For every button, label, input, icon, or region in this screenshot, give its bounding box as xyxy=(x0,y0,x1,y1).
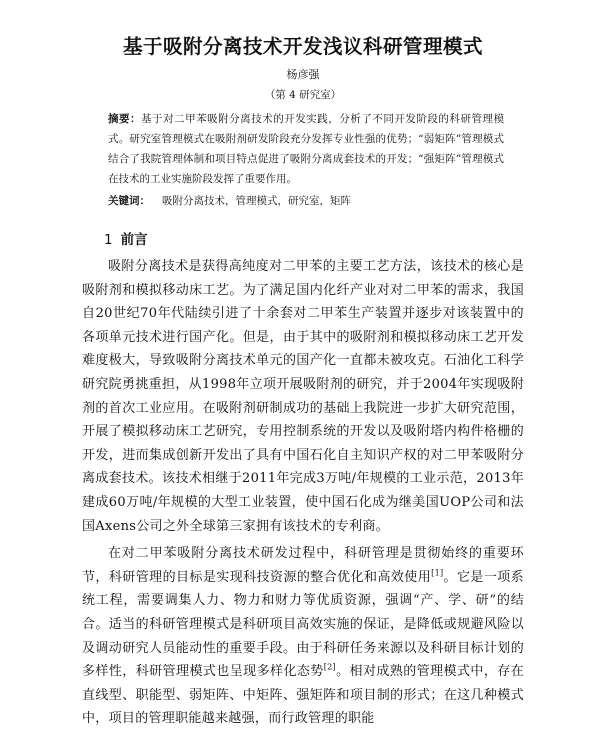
keywords-label: 关键词： xyxy=(108,195,150,207)
abstract xyxy=(108,109,504,189)
section-heading xyxy=(82,228,524,252)
paragraph-text: 在对二甲苯吸附分离技术研发过程中，科研管理是贯彻始终的重要环节，科研管理的目标是实现科技资源的整合优化和高效使用 xyxy=(82,546,524,585)
section-number: 1 xyxy=(104,232,113,248)
keywords-text: 吸附分离技术，管理模式，研究室，矩阵 xyxy=(162,195,351,207)
affiliation: （第 4 研究室） xyxy=(264,89,342,101)
paper-title: 基于吸附分离技术开发浅议科研管理模式 xyxy=(122,35,483,58)
abstract-text: 基于对二甲苯吸附分离技术的开发实践，分析了不同开发阶段的科研管理模式。研究室管理模式在吸附剂研发阶段充分发挥专业性强的优势；“弱矩阵”管理模式结合了我院管理体制和项目特点促进了吸附分离成套技术的开发；“强矩阵”管理模式在技术的工业实施阶段发挥了重要作用。 xyxy=(108,113,505,185)
section-title: 前言 xyxy=(120,232,148,248)
paragraph-text: 。它是一项系统工程，需要调集人力、物力和财力等优质资源，强调“产、学、研”的结合。适当的科研管理模式是科研项目高效实施的保证，是降低或规避风险以及调动研究人员能动性的重要手段。由于科研任务来源以及科研目标计划的多样性，科研管理模式也呈现多样化态势 xyxy=(82,569,524,680)
paragraph-text: 吸附分离技术是获得高纯度对二甲苯的主要工艺方法，该技术的核心是吸附剂和模拟移动床工艺。为了满足国内化纤产业对对二甲苯的需求，我国自20世纪70年代陆续引进了十余套对二甲苯生产装置并逐步对该装置中的各项单元技术进行国产化。但是，由于其中的吸附剂和模拟移动床工艺开发难度极大，导致吸附分离技术单元的国产化一直都未被攻克。石油化工科学研究院勇挑重担，从1998年立项开展吸附剂的研究，并于2004年实现吸附剂的首次工业应用。在吸附剂研制成功的基础上我院进一步扩大研究范围，开展了模拟移动床工艺研究，专用控制系统的开发以及吸附塔内构件格栅的开发，进而集成创新开发出了具有中国石化自主知识产权的对二甲苯吸附分离成套技术。该技术相继于2011年完成3万吨/年规模的工业示范，2013年建成60万吨/年规模的大型工业装置，使中国石化成为继美国UOP公司和法国Axens公司之外全球第三家拥有该技术的专利商。 xyxy=(82,259,524,534)
body-paragraph xyxy=(82,542,524,731)
body-paragraph xyxy=(82,255,524,538)
keywords xyxy=(108,191,504,211)
citation-ref: [2] xyxy=(323,662,336,672)
author-name: 杨彦强 xyxy=(286,68,320,81)
abstract-label: 摘要： xyxy=(108,113,142,125)
citation-ref: [1] xyxy=(431,568,444,578)
paragraph-text: 。相对成熟的管理模式中，存在直线型、职能型、弱矩阵、中矩阵、强矩阵和项目制的形式；在这几种模式中，项目的管理职能越来越强，而行政管理的职能 xyxy=(82,664,525,727)
